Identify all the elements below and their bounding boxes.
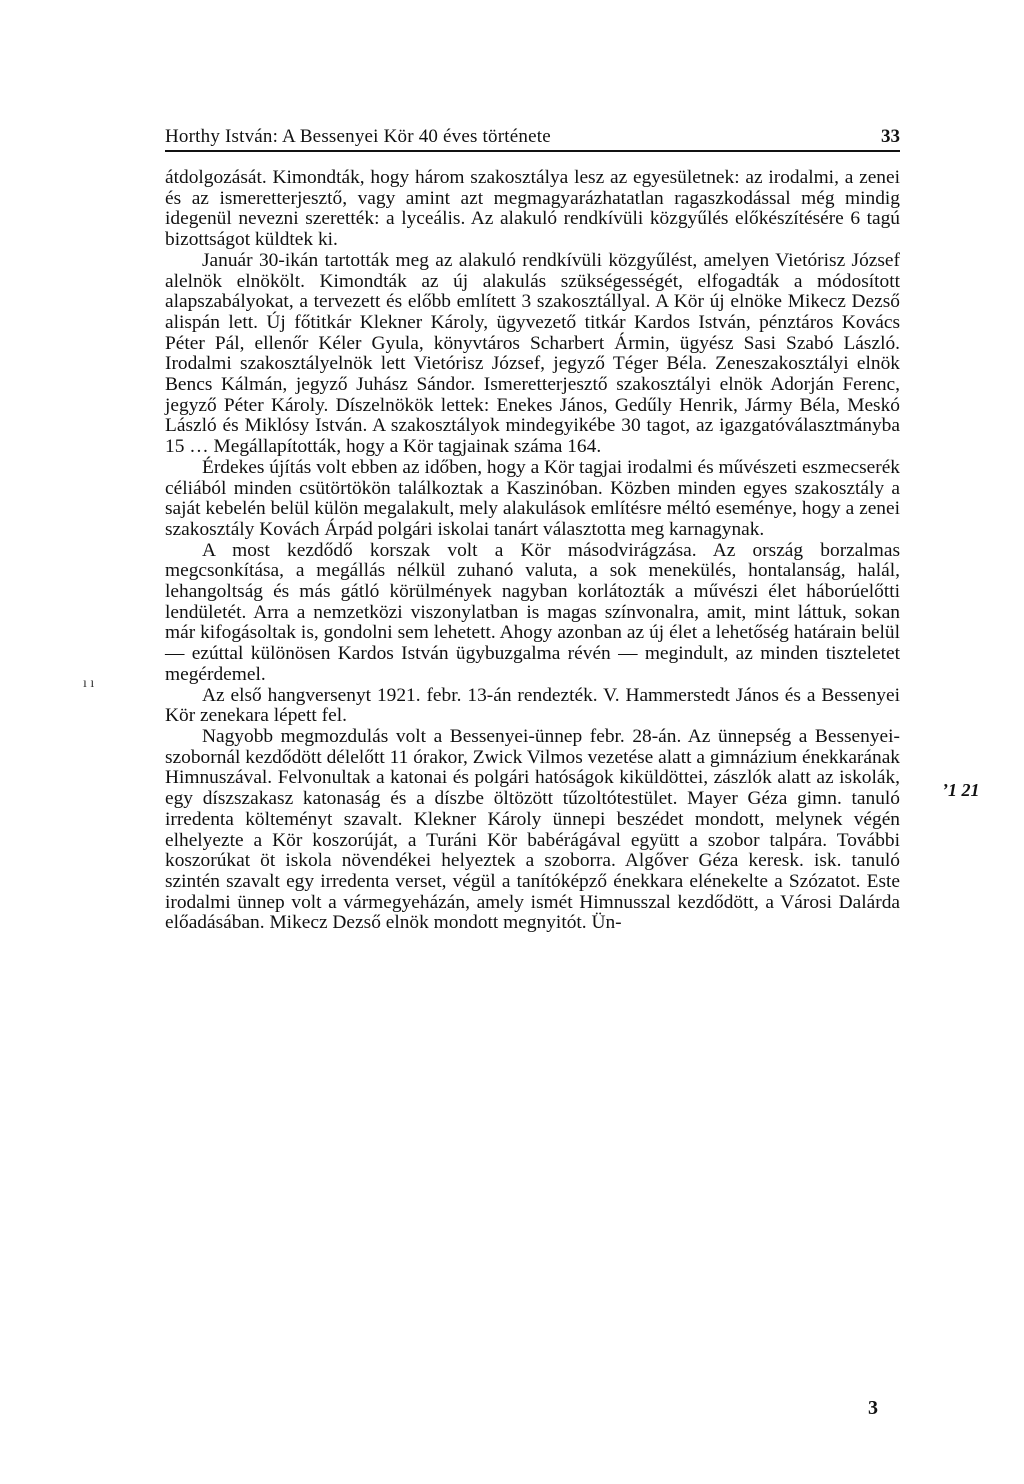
- body-text: [165, 168, 900, 934]
- paragraph-2: Január 30-ikán tartották meg az alakuló rendkívüli közgyűlést, amelyen Vietórisz József alelnök elnökölt. Kimondták az új alakulás szükségességét, elfogadták a módosított alapszabályokat, a tervezett és előbb említett 3 szakosztállyal. A Kör új elnöke Mikecz Dezső alispán lett. Új főtitkár Klekner Károly, ügyvezető titkár Kardos István, pénztáros Kovács Péter Pál, ellenőr Kéler Gyula, könyvtáros Scharbert Ármin, ügyész Sasi Szabó László. Irodalmi szakosztályelnök lett Vietórisz József, jegyző Téger Béla. Zeneszakosztályi elnök Bencs Kálmán, jegyző Juhász Sándor. Ismeretterjesztő szakosztályi elnök Adorján Ferenc, jegyző Péter Károly. Díszelnökök lettek: Enekes János, Gedűly Henrik, Jármy Béla, Meskó László és Miklósy István. A szakosztályok mindegyikébe 30 tagot, az igazgatóválasztmányba 15 … Megállapították, hogy a Kör tagjainak száma 164.: [165, 249, 900, 458]
- running-header: [165, 118, 900, 152]
- paragraph-3: Érdekes újítás volt ebben az időben, hogy a Kör tagjai irodalmi és művészeti eszmecserék céliából minden csütörtökön találkoztak a Kaszinóban. Közben minden egyes szakosztály a saját kebelén belül külön megalakult, mely alakulások említésre méltó eseménye, hogy a zenei szakosztály Kovách Árpád polgári iskolai tanárt választotta meg karnagynak.: [165, 456, 900, 540]
- signature-mark: 3: [868, 1397, 878, 1419]
- running-title: Horthy István: A Bessenyei Kör 40 éves története: [165, 126, 551, 147]
- paragraph-5: Az első hangversenyt 1921. febr. 13-án rendezték. V. Hammerstedt János és a Bessenyei Kör zenekara lépett fel.: [165, 684, 900, 727]
- paragraph-4: A most kezdődő korszak volt a Kör másodvirágzása. Az ország borzalmas megcsonkítása, a megállás nélkül zuhanó valuta, a sok menekülés, hontalanság, halál, lehangoltság és más gátló körülmények nagyban korlátozták a művészi élet háborúelőtti lendületét. Arra a nemzetközi viszonylatban is magas színvonalra, amit, mint láttuk, sokan már kifogásoltak is, gondolni sem lehetett. Ahogy azonban az új élet a lehetőség határain belül — ezúttal különösen Kardos István ügybuzgalma révén — megindult, az minden tiszteletet megérdemel.: [165, 539, 900, 685]
- left-margin-mark: ı ı: [83, 676, 95, 691]
- paragraph-1: átdolgozását. Kimondták, hogy három szakosztálya lesz az egyesületnek: az irodalmi, a zenei és az ismeretterjesztő, vagy amint azt megmagyarázhatatlan ragaszkodással még mindig idegenül nevezni szerették: a lyceális. Az alakuló rendkívüli közgyűlés előkészítésére 6 tagú bizottságot küldtek ki.: [165, 167, 900, 251]
- page-number: 33: [881, 126, 900, 147]
- paragraph-6: Nagyobb megmozdulás volt a Bessenyei-ünnep febr. 28-án. Az ünnepség a Bessenyei-szobornál kezdődött délelőtt 11 órakor, Zwick Vilmos vezetése alatt a gimnázium énekkarának Himnuszával. Felvonultak a katonai és polgári hatóságok kiküldöttei, zászlók alatt az iskolák, egy díszszakasz katonaság és a díszbe öltözött tűzoltótestület. Mayer Géza gimn. tanuló irredenta költeményt szavalt. Klekner Károly ünnepi beszédet mondott, melynek végén elhelyezte a Kör koszorúját, a Turáni Kör babérágával együtt a szobor talpára. További koszorúkat öt iskola növendékei helyeztek a szoborra. Algőver Géza keresk. isk. tanuló szintén szavalt egy irredenta verset, végül a tanítóképző énekkara elénekelte a Szózatot. Este irodalmi ünnep volt a vármegyeházán, amely ismét Himnusszal kezdődött, a Városi Dalárda előadásában. Mikecz Dezső elnök mondott megnyitót. Ün-: [165, 725, 900, 934]
- right-margin-mark: ʼ1 21: [942, 780, 980, 800]
